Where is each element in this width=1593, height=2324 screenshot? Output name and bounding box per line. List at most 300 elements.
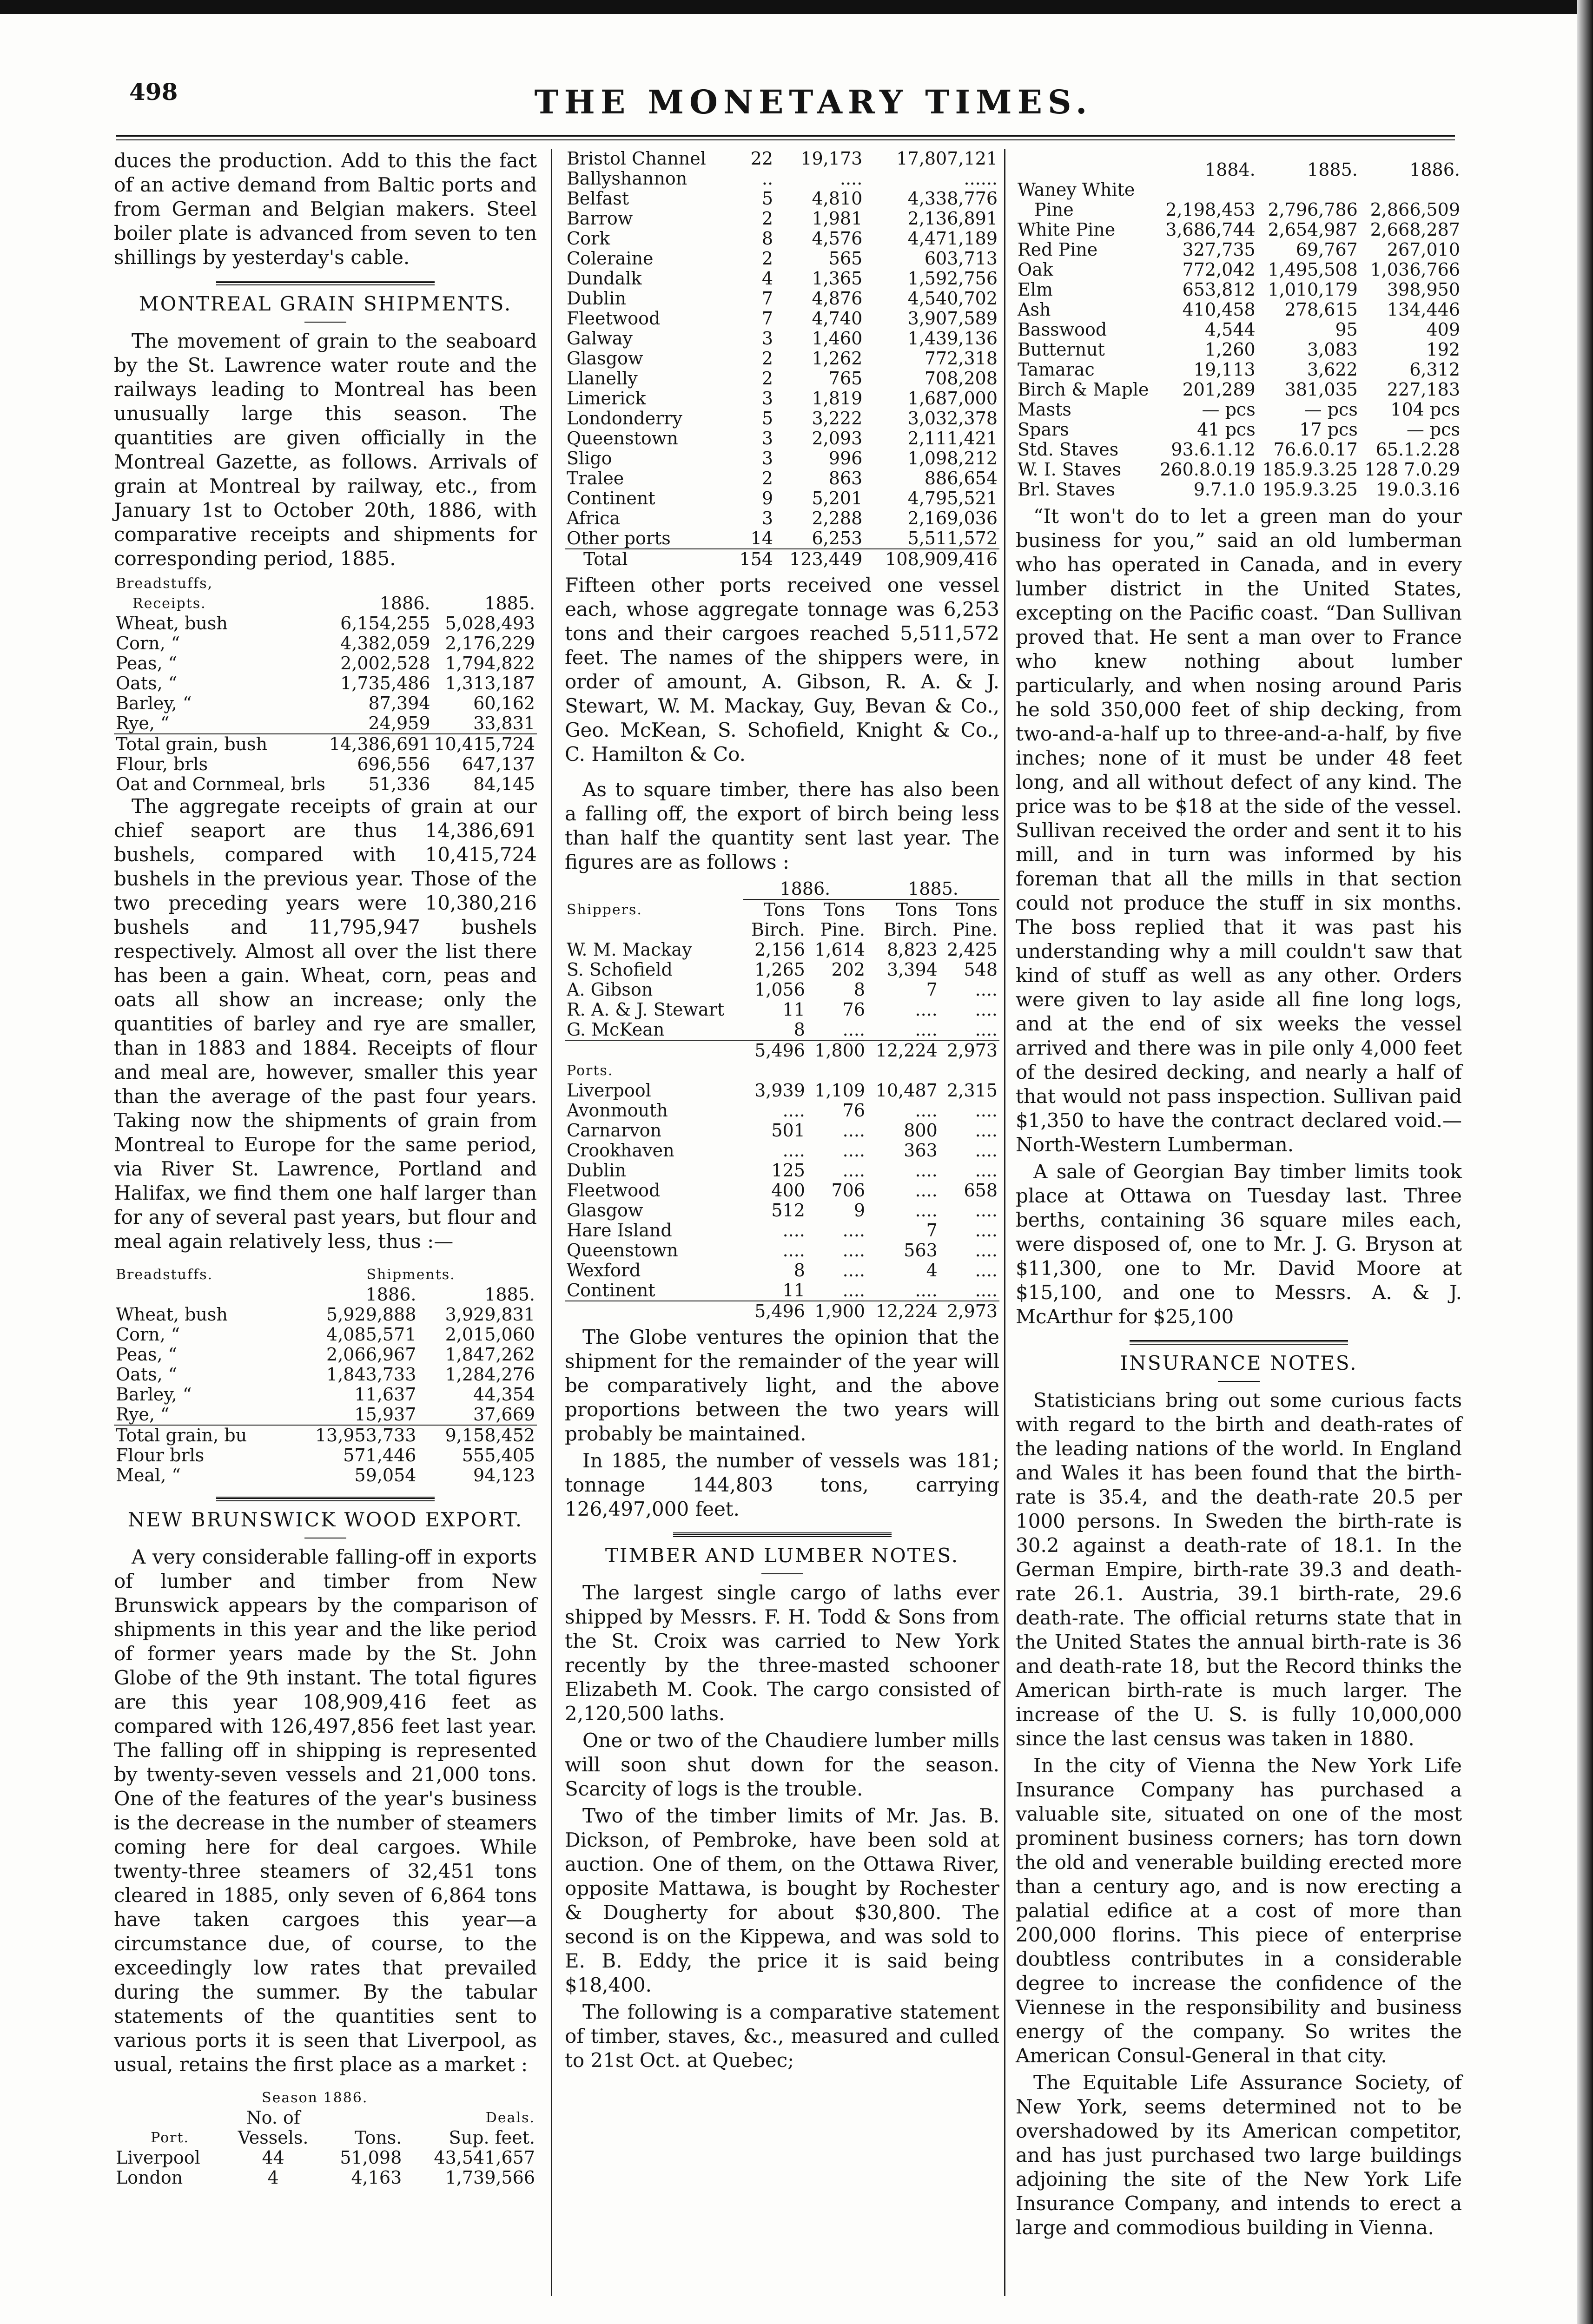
table-row bbox=[565, 289, 999, 309]
cell: 4 bbox=[761, 268, 773, 289]
cell: 278,615 bbox=[1284, 299, 1358, 320]
table-row bbox=[565, 189, 999, 209]
cell: — pcs bbox=[1202, 399, 1256, 420]
timber-paragraph-4: The following is a comparative statement of timber, staves, &c., measured and culled to 21st Oct. at Quebec; bbox=[565, 2000, 999, 2072]
table-row bbox=[114, 634, 537, 654]
table-row bbox=[114, 774, 537, 794]
cell: .... bbox=[842, 1260, 865, 1281]
scan-right-edge bbox=[1577, 0, 1593, 2324]
cell: .... bbox=[839, 168, 863, 189]
cell: 3 bbox=[761, 448, 773, 469]
year-head: 1885. bbox=[484, 593, 535, 614]
cell: 69,767 bbox=[1296, 239, 1358, 260]
cell: .... bbox=[842, 1140, 865, 1161]
season-title: Season 1886. bbox=[262, 2090, 368, 2106]
cell: .... bbox=[975, 1240, 998, 1261]
row-label: Oats, “ bbox=[116, 1364, 178, 1385]
cell: 2 bbox=[761, 468, 773, 489]
cell: 4,544 bbox=[1204, 319, 1256, 340]
cell: 2,973 bbox=[939, 1301, 999, 1321]
row-label: Waney White bbox=[1018, 179, 1135, 200]
table-row bbox=[114, 654, 537, 673]
cell: 3,686,744 bbox=[1165, 219, 1256, 240]
cell: 1,056 bbox=[754, 979, 805, 1000]
row-label: Limerick bbox=[567, 388, 646, 409]
cell: 2 bbox=[761, 368, 773, 389]
cell: 1,687,000 bbox=[907, 388, 998, 409]
cell: .... bbox=[782, 1100, 805, 1121]
cell: 4,382,059 bbox=[340, 633, 430, 654]
row-label: A. Gibson bbox=[567, 979, 653, 1000]
cell: 996 bbox=[828, 448, 863, 469]
year-head: 1886. bbox=[743, 879, 867, 899]
row-label: Rye, “ bbox=[116, 713, 170, 733]
cell: 13,953,733 bbox=[285, 1425, 418, 1446]
cell: .... bbox=[975, 1100, 998, 1121]
row-label: Pine bbox=[1034, 199, 1074, 220]
cell: 108,909,416 bbox=[864, 549, 999, 569]
cell: 1,495,508 bbox=[1268, 259, 1358, 280]
sullivan-paragraph: “It won't do to let a green man do your business for you,” said an old lumberman who has operated in Canada, and in every lumber district in the United States, excepting on the Pacific coast. “Dan Sullivan proved that. He sent a man over to France who knew nothing about lumber particularly, and when nosing around Paris he sold 350,000 feet of ship decking, from two-and-a-half up to three-and-a-half, by five inches; none of it must be under 48 feet long, and all without defect of any kind. The price was to be $18 at the side of the vessel. Sullivan received the order and sent it to his mill, and in turn was informed by his foreman that all the mills in that section could not produce the stuff in six months. The boss replied that it was past his understanding why a mill couldn't saw that kind of stuff as well as any other. Orders were given to lay aside all fine long logs, and at the end of six weeks the vessel arrived and there was in pile only 4,000 feet of the desired decking, and nearly a half of that would not pass inspection. Sullivan paid $1,350 to have the contract declared void.—North-Western Lumberman. bbox=[1016, 505, 1462, 1156]
cell: .... bbox=[915, 999, 938, 1020]
insurance-paragraph-1: Statisticians bring out some curious facts with regard to the birth and death-rates of the leading nations of the world. In England and Wales it has been found that the birth-rate is 35.4, and the death-rate 20.5 per 1000 persons. In Sweden the birth-rate is 30.2 against a death-rate of 18.1. In the German Empire, birth-rate 39.3 and death-rate 26.1. Austria, 39.1 birth-rate, 29.6 death-rate. The official returns state that in the United States the annual birth-rate is 36 and death-rate 18, but the Record thinks the American birth-rate is much larger. The increase of the U. S. is fully 10,000,000 since the last census was taken in 1880. bbox=[1016, 1389, 1462, 1750]
cell: 3,622 bbox=[1307, 359, 1358, 380]
table-row bbox=[114, 1446, 537, 1466]
col-head: Tons bbox=[763, 899, 805, 920]
season-table bbox=[114, 2088, 537, 2188]
scan-top-edge bbox=[0, 0, 1593, 14]
cell: 2,796,786 bbox=[1268, 199, 1358, 220]
table-row bbox=[565, 1201, 999, 1221]
row-label: Total grain, bush bbox=[114, 734, 327, 754]
cell: 765 bbox=[828, 368, 863, 389]
row-label: Spars bbox=[1018, 419, 1069, 440]
cell: 2,066,967 bbox=[326, 1344, 416, 1365]
cell: 1,284,276 bbox=[445, 1364, 535, 1385]
row-label: S. Schofield bbox=[567, 959, 673, 980]
row-label: Belfast bbox=[567, 188, 629, 209]
col-head: Receipts. bbox=[132, 595, 206, 612]
row-label: G. McKean bbox=[567, 1019, 665, 1040]
table-row bbox=[565, 329, 999, 349]
cell: 76.6.0.17 bbox=[1273, 439, 1358, 460]
cell: 65.1.2.28 bbox=[1375, 439, 1460, 460]
cell: 327,735 bbox=[1182, 239, 1256, 260]
col-head: Shipments. bbox=[366, 1267, 456, 1283]
cell: 6,154,255 bbox=[340, 613, 430, 634]
table-row bbox=[565, 1281, 999, 1301]
cell: 51,336 bbox=[368, 774, 430, 794]
cell: 4,576 bbox=[812, 228, 863, 249]
table-row bbox=[1016, 400, 1462, 420]
cell: .... bbox=[915, 1100, 938, 1121]
cell: 19.0.3.16 bbox=[1375, 479, 1460, 500]
cell: 94,123 bbox=[473, 1465, 535, 1486]
timber-paragraph-1: The largest single cargo of laths ever shipped by Messrs. F. H. Todd & Sons from the St. Croix was carried to New York recently by the three-masted schooner Elizabeth M. Cook. The cargo consisted of 2,120,500 laths. bbox=[565, 1581, 999, 1725]
cell: 2,425 bbox=[947, 939, 998, 960]
cell: 2 bbox=[761, 208, 773, 229]
row-label: Ash bbox=[1018, 299, 1051, 320]
cell: 192 bbox=[1426, 339, 1460, 360]
cell: 4,085,571 bbox=[326, 1324, 416, 1345]
row-label: Ballyshannon bbox=[567, 168, 687, 189]
table-row bbox=[1016, 380, 1462, 400]
cell: .... bbox=[975, 1200, 998, 1221]
table-row bbox=[565, 389, 999, 409]
cell: .... bbox=[782, 1240, 805, 1261]
cell: .... bbox=[842, 1220, 865, 1241]
table-row bbox=[1016, 420, 1462, 440]
cell: .... bbox=[842, 1240, 865, 1261]
cell: 5,201 bbox=[812, 488, 863, 508]
cell bbox=[1257, 180, 1360, 200]
cell: .... bbox=[915, 1019, 938, 1040]
cell: .... bbox=[915, 1200, 938, 1221]
row-label: Basswood bbox=[1018, 319, 1107, 340]
cell: 24,959 bbox=[368, 713, 430, 733]
cell: 128 7.0.29 bbox=[1364, 459, 1460, 480]
col-head: Birch. bbox=[751, 919, 805, 940]
row-label: Continent bbox=[567, 488, 655, 508]
table-row bbox=[114, 1466, 537, 1486]
table-row bbox=[1016, 200, 1462, 220]
cell: 1,109 bbox=[814, 1080, 865, 1101]
subtotal-row bbox=[565, 1040, 999, 1061]
cell: 76 bbox=[842, 1100, 865, 1121]
row-label: Avonmouth bbox=[567, 1100, 668, 1121]
cell: 1,800 bbox=[807, 1040, 867, 1061]
table-row bbox=[1016, 260, 1462, 280]
quebec-table bbox=[1016, 160, 1462, 500]
cell: 9.7.1.0 bbox=[1193, 479, 1256, 500]
row-label: Tamarac bbox=[1018, 359, 1095, 380]
cell: .... bbox=[975, 1140, 998, 1161]
row-label: Glasgow bbox=[567, 348, 643, 369]
cell: 706 bbox=[831, 1180, 865, 1201]
row-label: Rye, “ bbox=[116, 1404, 170, 1425]
cell: 11 bbox=[782, 999, 805, 1020]
row-label: Total bbox=[565, 549, 731, 569]
cell: 41 pcs bbox=[1197, 419, 1256, 440]
table-row bbox=[1016, 320, 1462, 340]
table-row bbox=[565, 980, 999, 1000]
cell: 51,098 bbox=[340, 2147, 402, 2168]
cell: 571,446 bbox=[343, 1445, 416, 1466]
cell: .... bbox=[915, 1160, 938, 1181]
total-row bbox=[565, 1301, 999, 1321]
cell: 3,032,378 bbox=[907, 408, 998, 429]
table-row bbox=[565, 349, 999, 369]
cell: .... bbox=[975, 999, 998, 1020]
table-row bbox=[565, 1141, 999, 1161]
cell: 2,002,528 bbox=[340, 653, 430, 673]
montreal-paragraph-2: The aggregate receipts of grain at our chief seaport are thus 14,386,691 bushels, compared with 10,415,724 bushels in the previous year. Those of the two preceding years were 10,380,216 bushels and 11,795,947 bushels respectively. Almost all over the list there has been a gain. Wheat, corn, peas and oats all show an increase; only the quantities of barley and rye are smaller, than in 1883 and 1884. Receipts of flour and meal are, however, smaller this year than the average of the past four years. Taking now the shipments of grain from Montreal to Europe for the same period, via River St. Lawrence, Portland and Halifax, we find them one half larger than for any of several past years, but flour and meal again relatively less, thus :— bbox=[114, 795, 537, 1253]
table-row bbox=[1016, 240, 1462, 260]
cell: 37,669 bbox=[473, 1404, 535, 1425]
row-label: Africa bbox=[567, 508, 621, 528]
row-label: Fleetwood bbox=[567, 1180, 661, 1201]
ports-label: Ports. bbox=[567, 1063, 614, 1079]
cell: 2,136,891 bbox=[907, 208, 998, 229]
cell: 5,496 bbox=[743, 1040, 807, 1061]
cell: 8 bbox=[793, 1260, 805, 1281]
cell: 8 bbox=[761, 228, 773, 249]
cell: 2,973 bbox=[939, 1040, 999, 1061]
cell: 1,010,179 bbox=[1268, 279, 1358, 300]
table-row bbox=[565, 1000, 999, 1020]
cell: 696,556 bbox=[357, 754, 430, 774]
row-label: Masts bbox=[1018, 399, 1071, 420]
section-separator bbox=[216, 1497, 435, 1501]
cell: 2,111,421 bbox=[907, 428, 998, 449]
cell: 886,654 bbox=[924, 468, 998, 489]
globe-paragraph: The Globe ventures the opinion that the shipment for the remainder of the year will be comparatively light, and the above proportions between the two years will probably be maintained. bbox=[565, 1326, 999, 1445]
row-label: Barrow bbox=[567, 208, 633, 229]
cell: 2,015,060 bbox=[445, 1324, 535, 1345]
cell: 2,176,229 bbox=[445, 633, 535, 654]
year-head: 1886. bbox=[365, 1284, 416, 1305]
cell: 1,098,212 bbox=[907, 448, 998, 469]
cell: 76 bbox=[842, 999, 865, 1020]
table-row bbox=[114, 754, 537, 774]
row-label: Hare Island bbox=[567, 1220, 672, 1241]
row-label: Birch & Maple bbox=[1018, 379, 1149, 400]
table-row bbox=[565, 429, 999, 449]
cell: 2,866,509 bbox=[1370, 199, 1460, 220]
row-label: Flour, brls bbox=[116, 754, 208, 774]
table-row bbox=[114, 2168, 537, 2188]
square-timber-paragraph: As to square timber, there has also been a falling off, the export of birch being less than half the quantity sent last year. The figures are as follows : bbox=[565, 778, 999, 873]
row-label: White Pine bbox=[1018, 219, 1116, 240]
row-label: Oak bbox=[1018, 259, 1053, 280]
cell: 4,810 bbox=[812, 188, 863, 209]
row-label: Elm bbox=[1018, 279, 1053, 300]
year-head: 1886. bbox=[379, 593, 430, 614]
table-row bbox=[565, 409, 999, 429]
cell: 134,446 bbox=[1387, 299, 1460, 320]
cell: 84,145 bbox=[473, 774, 535, 794]
cell: .... bbox=[842, 1120, 865, 1141]
row-label: Brl. Staves bbox=[1018, 479, 1115, 500]
cell: 60,162 bbox=[473, 693, 535, 713]
cell: 2,315 bbox=[947, 1080, 998, 1101]
cell: 1,735,486 bbox=[340, 673, 430, 693]
table-row bbox=[565, 229, 999, 249]
row-label: Cork bbox=[567, 228, 610, 249]
table-row bbox=[565, 1221, 999, 1241]
cell bbox=[1360, 180, 1462, 200]
section-separator bbox=[1130, 1340, 1348, 1345]
row-label: Meal, “ bbox=[116, 1465, 181, 1486]
cell: .... bbox=[915, 1280, 938, 1301]
row-label: Liverpool bbox=[116, 2147, 200, 2168]
cell: 260.8.0.19 bbox=[1160, 459, 1256, 480]
cell: .... bbox=[975, 1019, 998, 1040]
table-row bbox=[1016, 360, 1462, 380]
cell: 501 bbox=[771, 1120, 805, 1141]
cell: 2,668,287 bbox=[1370, 219, 1460, 240]
cell: 15,937 bbox=[354, 1404, 416, 1425]
column-1 bbox=[114, 149, 537, 2188]
page-number: 498 bbox=[129, 78, 178, 106]
row-label: Crookhaven bbox=[567, 1140, 674, 1161]
cell: 87,394 bbox=[368, 693, 430, 713]
cell: 3 bbox=[761, 428, 773, 449]
cell: .... bbox=[975, 1120, 998, 1141]
cell: 7 bbox=[926, 1220, 938, 1241]
col-head: Shippers. bbox=[567, 901, 642, 918]
column-divider bbox=[1004, 149, 1005, 2296]
cell: 409 bbox=[1426, 319, 1460, 340]
column-divider bbox=[551, 149, 552, 2296]
row-label: Peas, “ bbox=[116, 653, 178, 673]
cell: 3 bbox=[761, 508, 773, 528]
col-head: Breadstuffs, bbox=[116, 575, 213, 592]
table-row bbox=[1016, 280, 1462, 300]
cell: .... bbox=[915, 1180, 938, 1201]
cell: 19,173 bbox=[800, 148, 863, 169]
insurance-heading: INSURANCE NOTES. bbox=[1120, 1352, 1358, 1374]
cell: 1,260 bbox=[1204, 339, 1256, 360]
cell: 363 bbox=[904, 1140, 938, 1161]
cell: 154 bbox=[731, 549, 775, 569]
row-label: Butternut bbox=[1018, 339, 1105, 360]
cell: 565 bbox=[828, 248, 863, 269]
cell: 7 bbox=[761, 308, 773, 329]
row-label: Continent bbox=[567, 1280, 655, 1301]
cell: 1,265 bbox=[754, 959, 805, 980]
table-row bbox=[565, 1020, 999, 1040]
row-label: Tralee bbox=[567, 468, 624, 489]
cell: 1,262 bbox=[812, 348, 863, 369]
cell: 201,289 bbox=[1182, 379, 1256, 400]
col-head: Tons bbox=[956, 899, 998, 920]
cell: 1,313,187 bbox=[445, 673, 535, 693]
year-head: 1884. bbox=[1204, 159, 1256, 180]
cell: 2,288 bbox=[812, 508, 863, 528]
row-label: R. A. & J. Stewart bbox=[567, 999, 725, 1020]
table-row bbox=[565, 369, 999, 389]
cell: 33,831 bbox=[473, 713, 535, 733]
row-label: Other ports bbox=[567, 528, 671, 548]
cell: 3 bbox=[761, 328, 773, 349]
cell: .. bbox=[761, 168, 773, 189]
cell: 1,843,733 bbox=[326, 1364, 416, 1385]
cell: 12,224 bbox=[867, 1040, 939, 1061]
intro-paragraph: duces the production. Add to this the fact of an active demand from Baltic ports and from German and Belgian makers. Steel boiler plate is advanced from seven to ten shillings by yesterday's cable. bbox=[114, 149, 537, 269]
table-row bbox=[565, 169, 999, 189]
cell: 7 bbox=[926, 979, 938, 1000]
table-row bbox=[114, 1305, 537, 1325]
row-label: Glasgow bbox=[567, 1200, 643, 1221]
row-label: Queenstown bbox=[567, 428, 678, 449]
cell: 125 bbox=[771, 1160, 805, 1181]
row-label: Barley, “ bbox=[116, 693, 192, 713]
table-row bbox=[114, 2148, 537, 2168]
cell: 4,740 bbox=[812, 308, 863, 329]
cell: .... bbox=[842, 1280, 865, 1301]
cell: 11 bbox=[782, 1280, 805, 1301]
cell: 658 bbox=[964, 1180, 998, 1201]
table-row bbox=[565, 309, 999, 329]
cell: 4,471,189 bbox=[907, 228, 998, 249]
cell: 10,415,724 bbox=[432, 734, 537, 754]
insurance-paragraph-3: The Equitable Life Assurance Society, of New York, seems determined not to be overshadowed by its American competitor, and has just purchased two large buildings adjoining the site of the New York Life Insurance Company, and intends to erect a large and commodious building in Vienna. bbox=[1016, 2071, 1462, 2239]
cell: 1,592,756 bbox=[907, 268, 998, 289]
cell: 2,093 bbox=[812, 428, 863, 449]
row-label: Queenstown bbox=[567, 1240, 678, 1261]
col-head: Pine. bbox=[820, 919, 865, 940]
cell: 1,981 bbox=[812, 208, 863, 229]
cell: 17 pcs bbox=[1299, 419, 1358, 440]
cell: 2,654,987 bbox=[1268, 219, 1358, 240]
montreal-paragraph-1: The movement of grain to the seaboard by the St. Lawrence water route and the railways leading to Montreal has been unusually large this season. The quantities are given officially in the Montreal Gazette, as follows. Arrivals of grain at Montreal by railway, etc., from January 1st to October 20th, 1886, with comparative receipts and shipments for corresponding period, 1885. bbox=[114, 330, 537, 570]
cell: 202 bbox=[831, 959, 865, 980]
table-row bbox=[565, 149, 999, 169]
table-row bbox=[565, 209, 999, 229]
cell: 11,637 bbox=[354, 1384, 416, 1405]
total-row bbox=[114, 1425, 537, 1446]
heading-dash bbox=[761, 1573, 803, 1574]
cell: 5,511,572 bbox=[907, 528, 998, 548]
cell: 4,876 bbox=[812, 288, 863, 309]
cell: 9 bbox=[853, 1200, 865, 1221]
row-label: Wheat, bush bbox=[116, 613, 228, 634]
cell: 863 bbox=[828, 468, 863, 489]
cell: 8 bbox=[793, 1019, 805, 1040]
cell: 647,137 bbox=[462, 754, 535, 774]
table-row bbox=[565, 528, 999, 549]
cell: 3,222 bbox=[812, 408, 863, 429]
cell: 6,312 bbox=[1409, 359, 1460, 380]
cell: 555,405 bbox=[462, 1445, 535, 1466]
row-label: Sligo bbox=[567, 448, 612, 469]
cell: 3 bbox=[761, 388, 773, 409]
year-head: 1885. bbox=[867, 879, 999, 899]
cell: 398,950 bbox=[1387, 279, 1460, 300]
cell: 5,496 bbox=[743, 1301, 807, 1321]
cell: .... bbox=[975, 979, 998, 1000]
cell: 4,795,521 bbox=[907, 488, 998, 508]
year-head: 1885. bbox=[484, 1284, 535, 1305]
cell: 19,113 bbox=[1193, 359, 1256, 380]
cell: 708,208 bbox=[924, 368, 998, 389]
cell: 123,449 bbox=[775, 549, 864, 569]
table-row bbox=[565, 469, 999, 489]
table-row bbox=[1016, 440, 1462, 460]
row-label: W. M. Mackay bbox=[567, 939, 692, 960]
vessels-1885-paragraph: In 1885, the number of vessels was 181; tonnage 144,803 tons, carrying 126,497,000 feet. bbox=[565, 1449, 999, 1520]
georgian-bay-paragraph: A sale of Georgian Bay timber limits took place at Ottawa on Tuesday last. Three berths, containing 36 square miles each, were disposed of, one to Mr. J. G. Bryson at $11,300, one to Mr. David Moore at $15,100, and one to Messrs. A. & J. McArthur for $25,100 bbox=[1016, 1160, 1462, 1328]
table-row bbox=[114, 1345, 537, 1365]
cell: 7 bbox=[761, 288, 773, 309]
table-row bbox=[1016, 340, 1462, 360]
table-row bbox=[565, 449, 999, 469]
masthead-title: THE MONETARY TIMES. bbox=[534, 83, 1093, 121]
row-label: Wexford bbox=[567, 1260, 641, 1281]
table-row bbox=[565, 508, 999, 528]
cell: 1,819 bbox=[812, 388, 863, 409]
row-label: Galway bbox=[567, 328, 633, 349]
row-label: Oat and Cornmeal, brls bbox=[116, 774, 325, 794]
cell: .... bbox=[975, 1260, 998, 1281]
row-label: Carnarvon bbox=[567, 1120, 662, 1141]
nb-heading: NEW BRUNSWICK WOOD EXPORT. bbox=[127, 1508, 523, 1531]
table-row bbox=[565, 1241, 999, 1261]
row-label: Total grain, bu bbox=[114, 1425, 285, 1446]
nb-paragraph-1: A very considerable falling-off in exports of lumber and timber from New Brunswick appears by the comparison of shipments in this year and the like period of former years made by the St. John Globe of the 9th instant. The total figures are this year 108,909,416 feet as compared with 126,497,856 feet last year. The falling off in shipping is represented by twenty-seven vessels and 21,000 tons. One of the features of the year's business is the decrease in the number of steamers coming here for deal cargoes. While twenty-three steamers of 32,451 tons cleared in 1885, only seven of 6,864 tons have taken cargoes this year—a circumstance due, of course, to the exceedingly low rates that prevailed during the summer. By the tabular statements of the quantities sent to various ports it is seen that Liverpool, as usual, retains the first place as a market : bbox=[114, 1545, 537, 2076]
cell: 14,386,691 bbox=[327, 734, 432, 754]
